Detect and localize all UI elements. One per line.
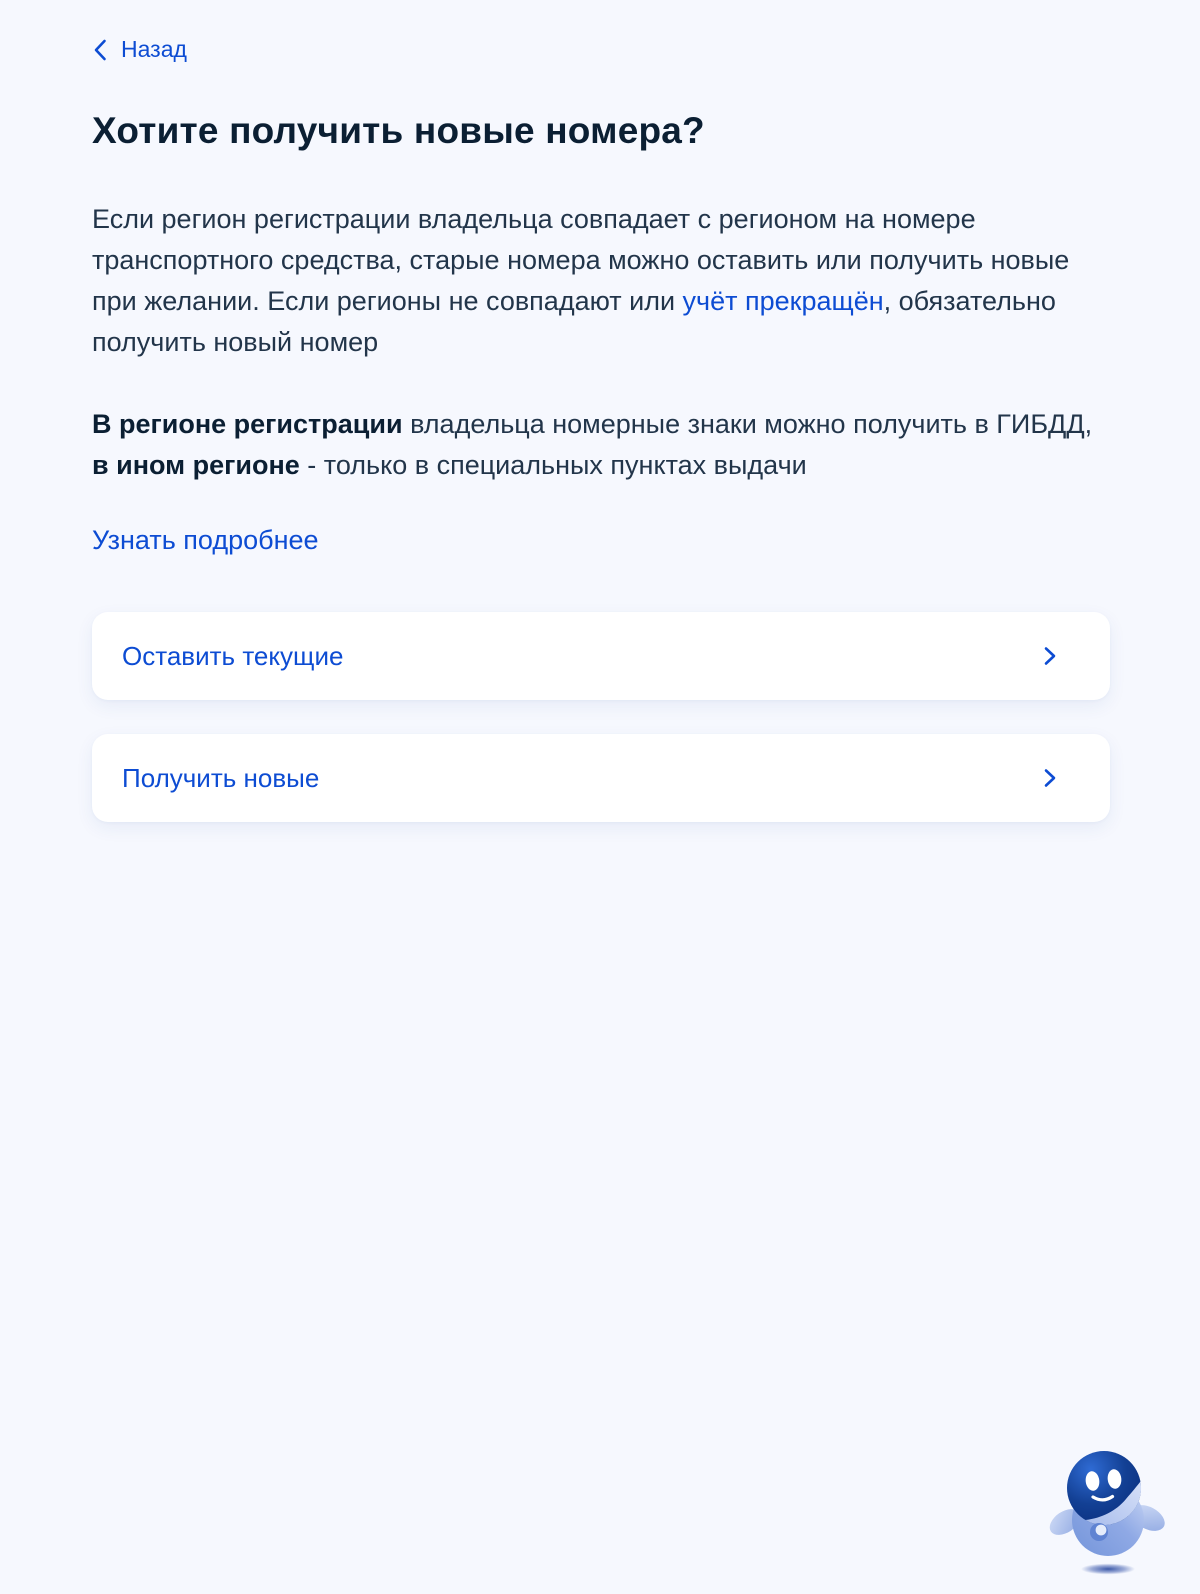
note-bold-region: В регионе регистрации xyxy=(92,409,403,440)
option-get-new-label: Получить новые xyxy=(122,762,320,793)
registration-terminated-link[interactable]: учёт прекращён xyxy=(682,286,884,317)
back-link[interactable] xyxy=(92,36,187,63)
option-keep-current[interactable] xyxy=(92,612,1110,700)
note-after-bold-other: - только в специальных пунктах выдачи xyxy=(299,450,807,481)
chevron-right-icon xyxy=(1042,766,1058,790)
chevron-right-icon xyxy=(1042,644,1058,668)
intro-text-before: Если регион регистрации владельца совпадает с регионом на номере транспортного средства, старые номера можно оставить или получить новые при желании. Если регионы не совпадают или xyxy=(92,204,1070,317)
assistant-robot-icon[interactable] xyxy=(1046,1438,1166,1580)
note-bold-other: в ином регионе xyxy=(92,450,300,481)
option-get-new[interactable] xyxy=(92,734,1110,822)
note-after-bold-region: владельца номерные знаки можно получить в ГИБДД, xyxy=(402,409,1093,440)
intro-text-after: , обязательно получить новый номер xyxy=(92,286,1056,358)
intro-paragraph xyxy=(92,199,1104,363)
note-paragraph xyxy=(92,404,1104,486)
page-title: Хотите получить новые номера? xyxy=(92,110,705,151)
learn-more-link[interactable]: Узнать подробнее xyxy=(92,525,319,556)
option-keep-current-label: Оставить текущие xyxy=(122,640,344,671)
chevron-left-icon xyxy=(92,38,107,62)
back-link-label: Назад xyxy=(121,36,187,62)
